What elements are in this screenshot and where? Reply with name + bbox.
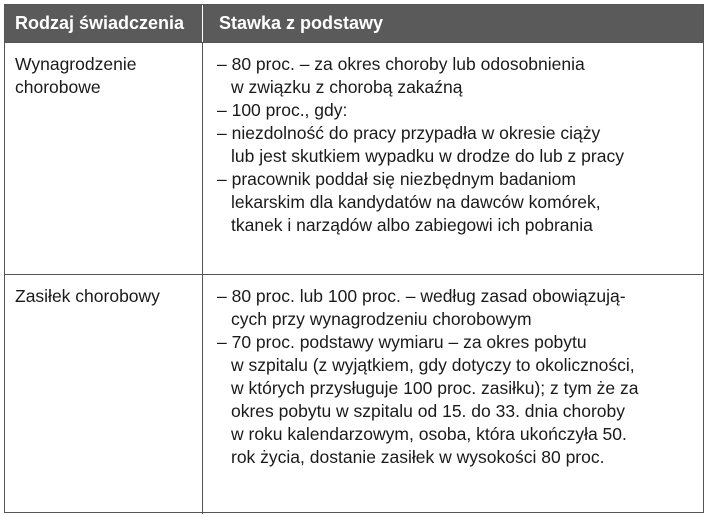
table-row [5,42,703,274]
rate-line: w roku kalendarzowym, osoba, która ukończyła 50. [231,424,627,444]
rate-line: cych przy wynagrodzeniu chorobowym [231,309,532,329]
benefit-type-line: Zasiłek chorobowy [15,286,160,306]
row-rate [203,43,703,274]
rate-line: lub jest skutkiem wypadku w drodze do lub z pracy [231,146,624,166]
row-benefit-type [5,43,203,274]
table-row [5,274,703,514]
rate-line: lekarskim dla kandydatów na dawców komórek, [231,192,601,212]
row-benefit-type [5,275,203,514]
header-benefit-type: Rodzaj świadczenia [5,5,203,42]
rate-line: – 100 proc., gdy: [217,100,348,120]
rate-line: – niezdolność do pracy przypadła w okresie ciąży [217,123,601,143]
rate-line: w których przysługuje 100 proc. zasiłku); z tym że za [231,378,639,398]
header-rate: Stawka z podstawy [219,13,384,33]
benefits-table [4,4,704,513]
rate-line: – 70 proc. podstawy wymiaru – za okres pobytu [217,332,587,352]
rate-line: w związku z chorobą zakaźną [231,77,463,97]
rate-line: – pracownik poddał się niezbędnym badaniom [217,169,576,189]
rate-line: w szpitalu (z wyjątkiem, gdy dotyczy to okoliczności, [231,355,635,375]
rate-line: okres pobytu w szpitalu od 15. do 33. dnia choroby [231,401,625,421]
rate-line: – 80 proc. lub 100 proc. – według zasad obowiązują- [217,286,626,306]
benefit-type-line: Wynagrodzenie [15,54,137,74]
rate-line: tkanek i narządów albo zabiegowi ich pobrania [231,215,593,235]
rate-line: rok życia, dostanie zasiłek w wysokości 80 proc. [231,447,605,467]
row-rate [203,275,703,514]
rate-line: – 80 proc. – za okres choroby lub odosobnienia [217,54,585,74]
table-header [5,5,703,42]
benefit-type-line: chorobowe [15,77,101,97]
